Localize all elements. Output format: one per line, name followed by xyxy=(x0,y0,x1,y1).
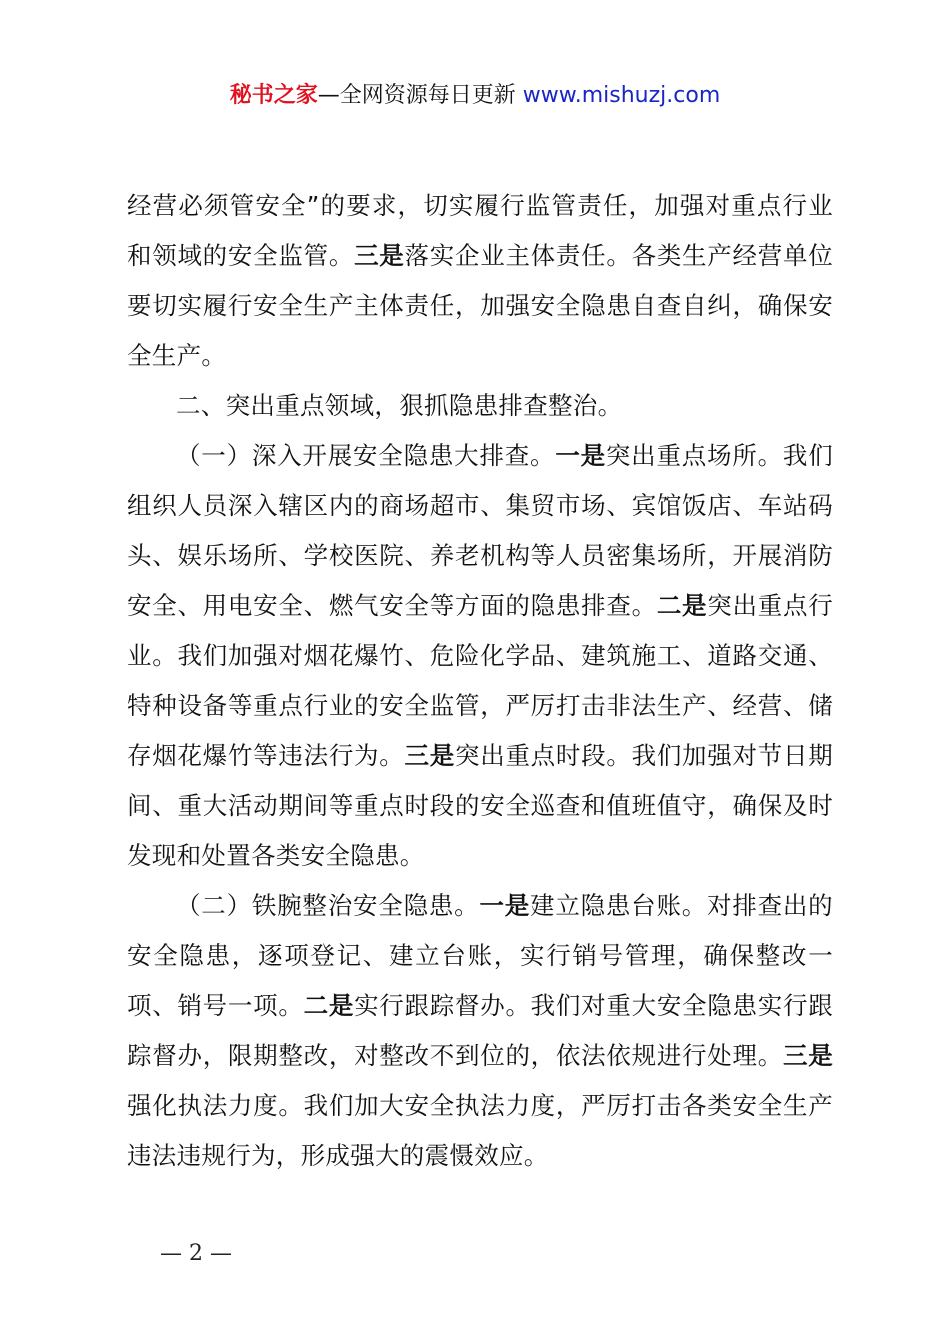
paragraph-text: 实行跟踪督办。我们对重大安全隐患实行跟踪督办，限期整改，对整改不到位的，依法依规进行处理。 xyxy=(127,991,833,1070)
header-tagline: —全网资源每日更新 xyxy=(317,83,523,108)
paragraph-text: 强化执法力度。我们加大安全执法力度，严厉打击各类安全生产违法违规行为，形成强大的震慑效应。 xyxy=(127,1091,833,1170)
bold-keyword: 三是 xyxy=(404,741,455,770)
bold-keyword: 一是 xyxy=(479,891,531,920)
body-paragraph xyxy=(127,431,833,881)
bold-keyword: 三是 xyxy=(354,241,405,270)
bold-keyword: 二是 xyxy=(656,591,708,620)
site-header xyxy=(0,80,950,112)
body-paragraph xyxy=(127,181,833,381)
paragraph-text: 突出重点场所。我们组织人员深入辖区内的商场超市、集贸市场、宾馆饭店、车站码头、娱乐场所、学校医院、养老机构等人员密集场所，开展消防安全、用电安全、燃气安全等方面的隐患排查。 xyxy=(127,441,833,620)
paragraph-text: （一）深入开展安全隐患大排查。 xyxy=(176,441,556,470)
paragraph-text: 建立隐患台账。对排查出的安全隐患，逐项登记、建立台账，实行销号管理，确保整改一项、销号一项。 xyxy=(127,891,833,1020)
site-url-link[interactable]: www.mishuzj.com xyxy=(522,83,721,108)
body-paragraph xyxy=(127,881,833,1181)
body-paragraph xyxy=(127,381,833,431)
document-body xyxy=(127,181,833,1181)
page-number: — 2 — xyxy=(160,1241,232,1266)
paragraph-text: 经营必须管安全”的要求，切实履行监管责任，加强对重点行业和领域的安全监管。 xyxy=(127,191,833,270)
paragraph-text: 突出重点行业。我们加强对烟花爆竹、危险化学品、建筑施工、道路交通、特种设备等重点行业的安全监管，严厉打击非法生产、经营、储存烟花爆竹等违法行为。 xyxy=(127,591,833,770)
paragraph-text: （二）铁腕整治安全隐患。 xyxy=(176,891,480,920)
paragraph-text: 二、突出重点领域，狠抓隐患排查整治。 xyxy=(176,391,623,420)
bold-keyword: 一是 xyxy=(555,441,606,470)
brand-name: 秘书之家 xyxy=(229,83,318,108)
paragraph-text: 落实企业主体责任。各类生产经营单位要切实履行安全生产主体责任，加强安全隐患自查自纠，确保安全生产。 xyxy=(127,241,833,370)
bold-keyword: 二是 xyxy=(303,991,355,1020)
bold-keyword: 三是 xyxy=(782,1041,833,1070)
paragraph-text: 突出重点时段。我们加强对节日期间、重大活动期间等重点时段的安全巡查和值班值守，确保及时发现和处置各类安全隐患。 xyxy=(127,741,834,870)
